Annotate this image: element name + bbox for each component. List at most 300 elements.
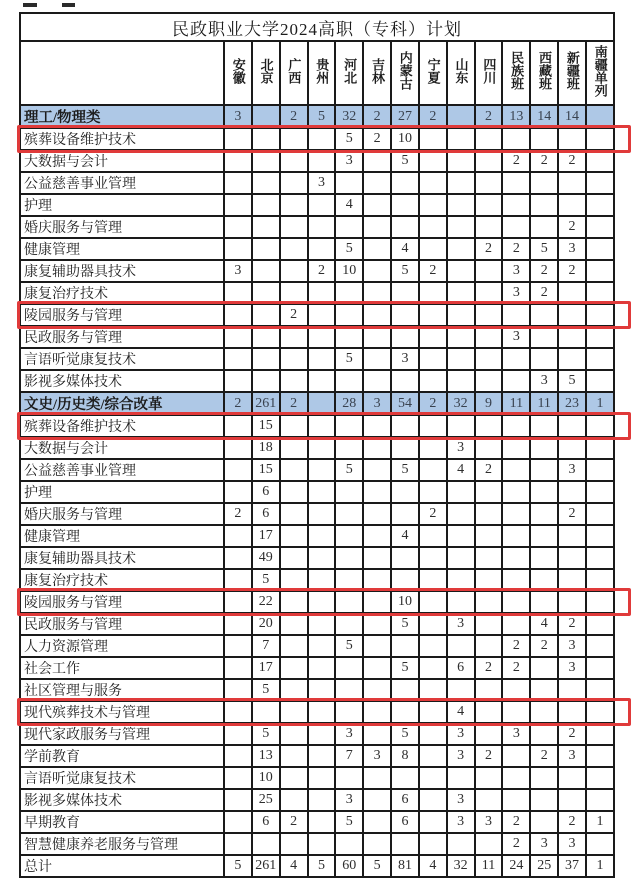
value-cell bbox=[363, 635, 391, 657]
value-cell: 10 bbox=[391, 128, 419, 150]
column-header-label: 吉林 bbox=[369, 57, 385, 84]
value-cell bbox=[502, 216, 530, 238]
value-cell bbox=[335, 282, 363, 304]
value-cell: 2 bbox=[502, 238, 530, 260]
row-label: 婚庆服务与管理 bbox=[20, 216, 224, 238]
value-cell bbox=[475, 128, 503, 150]
value-cell bbox=[308, 569, 336, 591]
value-cell: 49 bbox=[252, 547, 280, 569]
value-cell bbox=[558, 282, 586, 304]
value-cell: 5 bbox=[558, 370, 586, 392]
value-cell bbox=[308, 833, 336, 855]
value-cell bbox=[502, 370, 530, 392]
value-cell: 3 bbox=[224, 105, 252, 128]
value-cell: 2 bbox=[475, 745, 503, 767]
value-cell bbox=[280, 481, 308, 503]
value-cell bbox=[308, 392, 336, 415]
value-cell bbox=[391, 679, 419, 701]
value-cell: 32 bbox=[335, 105, 363, 128]
value-cell: 5 bbox=[391, 260, 419, 282]
value-cell bbox=[363, 282, 391, 304]
value-cell bbox=[502, 481, 530, 503]
value-cell bbox=[363, 679, 391, 701]
value-cell bbox=[391, 833, 419, 855]
program-row bbox=[20, 172, 614, 194]
value-cell bbox=[475, 415, 503, 437]
value-cell: 32 bbox=[447, 855, 475, 877]
value-cell bbox=[447, 569, 475, 591]
value-cell: 3 bbox=[335, 789, 363, 811]
value-cell bbox=[308, 679, 336, 701]
value-cell bbox=[224, 481, 252, 503]
value-cell bbox=[252, 216, 280, 238]
value-cell: 5 bbox=[530, 238, 558, 260]
value-cell bbox=[447, 833, 475, 855]
value-cell bbox=[335, 679, 363, 701]
value-cell bbox=[586, 150, 614, 172]
column-header-label: 西藏班 bbox=[537, 51, 553, 90]
value-cell bbox=[447, 767, 475, 789]
value-cell bbox=[363, 503, 391, 525]
value-cell: 3 bbox=[558, 833, 586, 855]
value-cell: 9 bbox=[475, 392, 503, 415]
value-cell bbox=[224, 723, 252, 745]
value-cell bbox=[447, 172, 475, 194]
value-cell bbox=[363, 194, 391, 216]
row-label: 殡葬设备维护技术 bbox=[20, 415, 224, 437]
value-cell bbox=[363, 833, 391, 855]
program-row bbox=[20, 370, 614, 392]
column-header-label: 山东 bbox=[453, 57, 469, 84]
value-cell: 6 bbox=[252, 481, 280, 503]
program-row bbox=[20, 260, 614, 282]
value-cell bbox=[363, 415, 391, 437]
value-cell bbox=[586, 172, 614, 194]
value-cell bbox=[475, 591, 503, 613]
value-cell: 3 bbox=[502, 723, 530, 745]
value-cell: 20 bbox=[252, 613, 280, 635]
value-cell bbox=[530, 701, 558, 723]
program-row bbox=[20, 194, 614, 216]
value-cell: 6 bbox=[252, 503, 280, 525]
row-label: 现代殡葬技术与管理 bbox=[20, 701, 224, 723]
value-cell bbox=[419, 282, 447, 304]
program-row bbox=[20, 437, 614, 459]
program-row bbox=[20, 635, 614, 657]
value-cell bbox=[391, 326, 419, 348]
value-cell bbox=[419, 679, 447, 701]
value-cell bbox=[530, 657, 558, 679]
value-cell bbox=[335, 569, 363, 591]
value-cell bbox=[308, 238, 336, 260]
value-cell bbox=[280, 216, 308, 238]
value-cell bbox=[502, 591, 530, 613]
value-cell: 2 bbox=[280, 811, 308, 833]
value-cell bbox=[447, 194, 475, 216]
value-cell bbox=[419, 569, 447, 591]
value-cell bbox=[586, 745, 614, 767]
value-cell: 3 bbox=[447, 811, 475, 833]
value-cell bbox=[280, 370, 308, 392]
value-cell bbox=[586, 216, 614, 238]
value-cell bbox=[558, 481, 586, 503]
column-header bbox=[530, 41, 558, 105]
value-cell bbox=[224, 745, 252, 767]
value-cell bbox=[308, 459, 336, 481]
value-cell bbox=[280, 525, 308, 547]
value-cell: 2 bbox=[502, 833, 530, 855]
value-cell bbox=[224, 547, 252, 569]
value-cell bbox=[335, 415, 363, 437]
value-cell bbox=[558, 679, 586, 701]
value-cell bbox=[419, 326, 447, 348]
program-row bbox=[20, 459, 614, 481]
value-cell bbox=[447, 238, 475, 260]
value-cell bbox=[308, 657, 336, 679]
value-cell bbox=[224, 194, 252, 216]
value-cell: 2 bbox=[502, 657, 530, 679]
value-cell: 3 bbox=[558, 459, 586, 481]
value-cell bbox=[308, 701, 336, 723]
value-cell bbox=[419, 238, 447, 260]
value-cell bbox=[280, 503, 308, 525]
value-cell bbox=[419, 591, 447, 613]
column-header-label: 宁夏 bbox=[425, 57, 441, 84]
row-label: 总计 bbox=[20, 855, 224, 877]
value-cell: 15 bbox=[252, 415, 280, 437]
value-cell bbox=[558, 701, 586, 723]
program-row bbox=[20, 723, 614, 745]
row-label: 康复治疗技术 bbox=[20, 569, 224, 591]
value-cell bbox=[502, 459, 530, 481]
value-cell: 4 bbox=[280, 855, 308, 877]
value-cell bbox=[447, 370, 475, 392]
value-cell bbox=[586, 657, 614, 679]
value-cell bbox=[502, 525, 530, 547]
value-cell: 11 bbox=[475, 855, 503, 877]
column-header bbox=[447, 41, 475, 105]
row-label: 智慧健康养老服务与管理 bbox=[20, 833, 224, 855]
value-cell: 3 bbox=[308, 172, 336, 194]
value-cell: 4 bbox=[391, 238, 419, 260]
value-cell bbox=[586, 525, 614, 547]
value-cell bbox=[419, 745, 447, 767]
value-cell: 15 bbox=[252, 459, 280, 481]
value-cell bbox=[224, 525, 252, 547]
value-cell bbox=[308, 128, 336, 150]
value-cell bbox=[363, 811, 391, 833]
value-cell bbox=[363, 437, 391, 459]
value-cell bbox=[363, 723, 391, 745]
program-row bbox=[20, 415, 614, 437]
value-cell bbox=[447, 282, 475, 304]
table-title: 民政职业大学2024高职（专科）计划 bbox=[20, 13, 614, 41]
value-cell bbox=[502, 767, 530, 789]
value-cell bbox=[419, 370, 447, 392]
value-cell bbox=[586, 833, 614, 855]
value-cell: 28 bbox=[335, 392, 363, 415]
value-cell bbox=[530, 172, 558, 194]
value-cell: 6 bbox=[252, 811, 280, 833]
value-cell: 7 bbox=[252, 635, 280, 657]
value-cell bbox=[224, 789, 252, 811]
value-cell bbox=[502, 503, 530, 525]
column-header-row bbox=[20, 41, 614, 105]
value-cell bbox=[419, 635, 447, 657]
value-cell bbox=[419, 547, 447, 569]
value-cell bbox=[558, 415, 586, 437]
value-cell: 3 bbox=[558, 635, 586, 657]
value-cell: 3 bbox=[391, 348, 419, 370]
value-cell: 2 bbox=[558, 613, 586, 635]
value-cell bbox=[586, 591, 614, 613]
value-cell bbox=[530, 216, 558, 238]
value-cell: 3 bbox=[335, 723, 363, 745]
value-cell: 261 bbox=[252, 392, 280, 415]
value-cell bbox=[419, 481, 447, 503]
value-cell: 17 bbox=[252, 525, 280, 547]
value-cell: 5 bbox=[252, 723, 280, 745]
value-cell: 2 bbox=[530, 260, 558, 282]
program-row bbox=[20, 811, 614, 833]
value-cell bbox=[558, 789, 586, 811]
value-cell bbox=[280, 260, 308, 282]
value-cell bbox=[252, 833, 280, 855]
value-cell bbox=[224, 767, 252, 789]
row-label: 护理 bbox=[20, 481, 224, 503]
value-cell: 11 bbox=[502, 392, 530, 415]
value-cell bbox=[475, 326, 503, 348]
value-cell: 2 bbox=[530, 635, 558, 657]
column-header bbox=[502, 41, 530, 105]
row-label: 民政服务与管理 bbox=[20, 613, 224, 635]
program-row bbox=[20, 657, 614, 679]
value-cell: 2 bbox=[419, 503, 447, 525]
value-cell bbox=[280, 679, 308, 701]
value-cell bbox=[280, 238, 308, 260]
program-row bbox=[20, 591, 614, 613]
value-cell bbox=[224, 150, 252, 172]
value-cell bbox=[502, 679, 530, 701]
program-row bbox=[20, 833, 614, 855]
value-cell: 14 bbox=[530, 105, 558, 128]
value-cell: 3 bbox=[224, 260, 252, 282]
value-cell bbox=[335, 481, 363, 503]
row-label: 殡葬设备维护技术 bbox=[20, 128, 224, 150]
value-cell bbox=[530, 326, 558, 348]
value-cell: 23 bbox=[558, 392, 586, 415]
crop-artifact bbox=[62, 3, 75, 7]
row-label: 公益慈善事业管理 bbox=[20, 172, 224, 194]
value-cell: 37 bbox=[558, 855, 586, 877]
value-cell bbox=[475, 348, 503, 370]
value-cell bbox=[419, 833, 447, 855]
row-label: 人力资源管理 bbox=[20, 635, 224, 657]
value-cell bbox=[419, 525, 447, 547]
value-cell bbox=[419, 216, 447, 238]
value-cell bbox=[475, 547, 503, 569]
value-cell: 4 bbox=[447, 701, 475, 723]
row-label: 护理 bbox=[20, 194, 224, 216]
value-cell bbox=[475, 150, 503, 172]
value-cell bbox=[363, 260, 391, 282]
value-cell bbox=[280, 326, 308, 348]
value-cell bbox=[280, 282, 308, 304]
value-cell bbox=[391, 304, 419, 326]
value-cell bbox=[530, 789, 558, 811]
value-cell bbox=[224, 657, 252, 679]
value-cell bbox=[502, 789, 530, 811]
program-row bbox=[20, 767, 614, 789]
total-row bbox=[20, 855, 614, 877]
value-cell: 10 bbox=[335, 260, 363, 282]
value-cell: 2 bbox=[558, 260, 586, 282]
value-cell bbox=[308, 194, 336, 216]
value-cell bbox=[308, 150, 336, 172]
value-cell bbox=[363, 701, 391, 723]
value-cell: 6 bbox=[391, 811, 419, 833]
value-cell bbox=[447, 481, 475, 503]
value-cell: 2 bbox=[558, 503, 586, 525]
value-cell bbox=[252, 150, 280, 172]
value-cell: 22 bbox=[252, 591, 280, 613]
value-cell bbox=[586, 679, 614, 701]
value-cell bbox=[252, 128, 280, 150]
value-cell: 3 bbox=[502, 282, 530, 304]
value-cell: 2 bbox=[502, 635, 530, 657]
value-cell bbox=[475, 260, 503, 282]
value-cell bbox=[224, 282, 252, 304]
value-cell bbox=[363, 216, 391, 238]
value-cell bbox=[308, 481, 336, 503]
row-label: 民政服务与管理 bbox=[20, 326, 224, 348]
value-cell: 2 bbox=[530, 745, 558, 767]
value-cell: 13 bbox=[502, 105, 530, 128]
value-cell bbox=[475, 569, 503, 591]
value-cell bbox=[308, 635, 336, 657]
value-cell bbox=[308, 723, 336, 745]
value-cell: 5 bbox=[391, 613, 419, 635]
value-cell bbox=[530, 591, 558, 613]
value-cell bbox=[475, 789, 503, 811]
value-cell bbox=[280, 437, 308, 459]
value-cell bbox=[280, 194, 308, 216]
value-cell bbox=[558, 525, 586, 547]
value-cell bbox=[447, 216, 475, 238]
value-cell bbox=[419, 172, 447, 194]
value-cell bbox=[586, 789, 614, 811]
row-label: 影视多媒体技术 bbox=[20, 789, 224, 811]
value-cell bbox=[586, 260, 614, 282]
value-cell: 2 bbox=[475, 238, 503, 260]
value-cell: 3 bbox=[558, 238, 586, 260]
value-cell bbox=[363, 304, 391, 326]
row-label: 康复治疗技术 bbox=[20, 282, 224, 304]
value-cell bbox=[586, 105, 614, 128]
value-cell: 6 bbox=[447, 657, 475, 679]
value-cell: 1 bbox=[586, 811, 614, 833]
value-cell bbox=[252, 370, 280, 392]
program-row bbox=[20, 569, 614, 591]
value-cell: 4 bbox=[530, 613, 558, 635]
value-cell: 2 bbox=[558, 216, 586, 238]
value-cell bbox=[530, 547, 558, 569]
value-cell bbox=[530, 415, 558, 437]
value-cell bbox=[335, 657, 363, 679]
value-cell bbox=[447, 105, 475, 128]
value-cell bbox=[224, 128, 252, 150]
value-cell bbox=[586, 503, 614, 525]
value-cell bbox=[224, 635, 252, 657]
program-row bbox=[20, 789, 614, 811]
value-cell: 5 bbox=[335, 635, 363, 657]
value-cell bbox=[280, 569, 308, 591]
value-cell bbox=[447, 503, 475, 525]
value-cell bbox=[252, 304, 280, 326]
value-cell: 27 bbox=[391, 105, 419, 128]
value-cell: 81 bbox=[391, 855, 419, 877]
value-cell bbox=[475, 833, 503, 855]
column-header-label: 民族班 bbox=[509, 51, 525, 90]
value-cell bbox=[363, 547, 391, 569]
value-cell bbox=[502, 437, 530, 459]
value-cell bbox=[363, 569, 391, 591]
value-cell: 3 bbox=[530, 370, 558, 392]
value-cell: 2 bbox=[558, 150, 586, 172]
column-header bbox=[558, 41, 586, 105]
section-header-row bbox=[20, 105, 614, 128]
value-cell: 4 bbox=[391, 525, 419, 547]
value-cell bbox=[224, 370, 252, 392]
value-cell bbox=[586, 415, 614, 437]
value-cell bbox=[586, 194, 614, 216]
row-label: 陵园服务与管理 bbox=[20, 304, 224, 326]
value-cell bbox=[475, 503, 503, 525]
value-cell bbox=[363, 767, 391, 789]
value-cell bbox=[586, 613, 614, 635]
value-cell bbox=[335, 326, 363, 348]
value-cell bbox=[280, 459, 308, 481]
value-cell bbox=[308, 326, 336, 348]
value-cell bbox=[224, 238, 252, 260]
value-cell: 5 bbox=[391, 723, 419, 745]
value-cell: 2 bbox=[280, 392, 308, 415]
value-cell: 3 bbox=[447, 789, 475, 811]
value-cell bbox=[502, 745, 530, 767]
column-header bbox=[308, 41, 336, 105]
value-cell bbox=[586, 723, 614, 745]
value-cell bbox=[391, 503, 419, 525]
value-cell bbox=[335, 503, 363, 525]
program-row bbox=[20, 701, 614, 723]
value-cell: 11 bbox=[530, 392, 558, 415]
value-cell: 6 bbox=[391, 789, 419, 811]
value-cell: 7 bbox=[335, 745, 363, 767]
value-cell: 5 bbox=[335, 128, 363, 150]
value-cell bbox=[280, 635, 308, 657]
title-row bbox=[20, 13, 614, 41]
program-row bbox=[20, 326, 614, 348]
value-cell bbox=[530, 679, 558, 701]
value-cell bbox=[502, 194, 530, 216]
column-header bbox=[391, 41, 419, 105]
section-header-row bbox=[20, 392, 614, 415]
value-cell bbox=[335, 172, 363, 194]
value-cell: 2 bbox=[475, 459, 503, 481]
row-label: 学前教育 bbox=[20, 745, 224, 767]
value-cell bbox=[558, 128, 586, 150]
value-cell bbox=[447, 547, 475, 569]
